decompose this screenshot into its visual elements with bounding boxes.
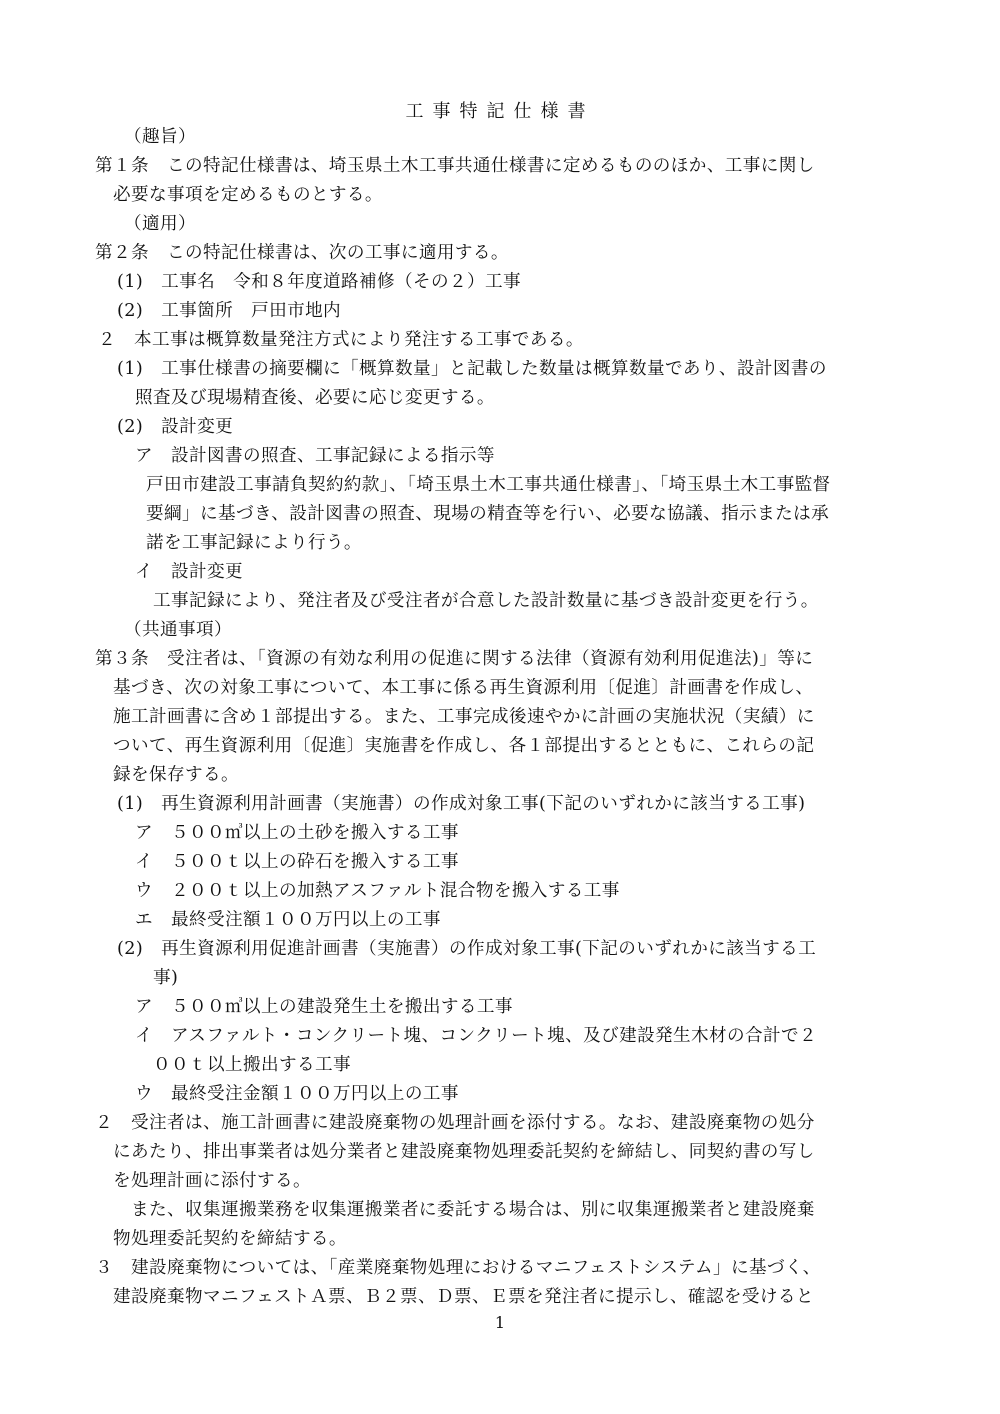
section-heading-scope: （適用） bbox=[124, 214, 196, 234]
page-number: 1 bbox=[494, 1313, 506, 1332]
sub-item-a-text-cont-2: 諾を工事記録により行う。 bbox=[146, 533, 362, 553]
article-2-text: 第２条 この特記仕様書は、次の工事に適用する。 bbox=[95, 243, 509, 263]
article-3-item-1-u: ウ ２００ｔ以上の加熱アスファルト混合物を搬入する工事 bbox=[135, 881, 620, 901]
article-3-item-2-i-cont: ００ｔ以上搬出する工事 bbox=[153, 1055, 351, 1075]
article-3-item-2-a: ア ５００㎥以上の建設発生土を搬出する工事 bbox=[135, 997, 513, 1017]
document-title: 工事特記仕様書 bbox=[405, 101, 595, 122]
article-3-item-2-u: ウ 最終受注金額１００万円以上の工事 bbox=[135, 1084, 459, 1104]
article-3-para-3-cont: 建設廃棄物マニフェストＡ票、Ｂ２票、Ｄ票、Ｅ票を発注者に提示し、確認を受けると bbox=[113, 1287, 814, 1307]
article-3-text-cont-1: 基づき、次の対象工事について、本工事に係る再生資源利用〔促進〕計画書を作成し、 bbox=[113, 678, 814, 698]
article-3-item-1-i: イ ５００ｔ以上の砕石を搬入する工事 bbox=[135, 852, 459, 872]
article-3-text-cont-4: 録を保存する。 bbox=[113, 765, 239, 785]
article-3-para-3: ３ 建設廃棄物については、「産業廃棄物処理におけるマニフェストシステム」に基づく、 bbox=[95, 1258, 821, 1278]
article-3-para-2-note-cont: 物処理委託契約を締結する。 bbox=[113, 1229, 347, 1249]
sub-item-i-text: 工事記録により、発注者及び受注者が合意した設計数量に基づき設計変更を行う。 bbox=[153, 591, 819, 611]
article-3-item-1: (1) 再生資源利用計画書（実施書）の作成対象工事(下記のいずれかに該当する工事) bbox=[117, 794, 806, 814]
article-3-item-1-e: エ 最終受注額１００万円以上の工事 bbox=[135, 910, 441, 930]
article-1-text: 第１条 この特記仕様書は、埼玉県土木工事共通仕様書に定めるもののほか、工事に関し bbox=[95, 156, 815, 176]
sub-item-a-text-cont-1: 要綱」に基づき、設計図書の照査、現場の精査等を行い、必要な協議、指示または承 bbox=[146, 504, 830, 524]
article-3-para-2: ２ 受注者は、施工計画書に建設廃棄物の処理計画を添付する。なお、建設廃棄物の処分 bbox=[95, 1113, 815, 1133]
sub-item-a-text: 戸田市建設工事請負契約約款」、「埼玉県土木工事共通仕様書」、「埼玉県土木工事監督 bbox=[146, 475, 831, 495]
article-3-item-2: (2) 再生資源利用促進計画書（実施書）の作成対象工事(下記のいずれかに該当する工 bbox=[117, 939, 817, 959]
article-3-item-2-i: イ アスファルト・コンクリート塊、コンクリート塊、及び建設発生木材の合計で２ bbox=[135, 1026, 818, 1046]
article-2-para-2-item-1: (1) 工事仕様書の摘要欄に「概算数量」と記載した数量は概算数量であり、設計図書の bbox=[117, 359, 827, 379]
article-1-text-cont: 必要な事項を定めるものとする。 bbox=[113, 185, 383, 205]
article-2-para-2: ２ 本工事は概算数量発注方式により発注する工事である。 bbox=[98, 330, 584, 350]
article-2-para-2-item-1-cont: 照査及び現場精査後、必要に応じ変更する。 bbox=[135, 388, 495, 408]
article-3-text: 第３条 受注者は、「資源の有効な利用の促進に関する法律（資源有効利用促進法)」等に bbox=[95, 649, 814, 669]
article-3-para-2-cont-1: にあたり、排出事業者は処分業者と建設廃棄物処理委託契約を締結し、同契約書の写し bbox=[113, 1142, 815, 1162]
article-2-item-2: (2) 工事箇所 戸田市地内 bbox=[117, 301, 342, 321]
article-2-item-1: (1) 工事名 令和８年度道路補修（その２）工事 bbox=[117, 272, 521, 292]
article-3-text-cont-3: ついて、再生資源利用〔促進〕実施書を作成し、各１部提出するとともに、これらの記 bbox=[113, 736, 815, 756]
article-3-para-2-note: また、収集運搬業務を収集運搬業者に委託する場合は、別に収集運搬業者と建設廃棄 bbox=[131, 1200, 815, 1220]
article-2-para-2-item-2: (2) 設計変更 bbox=[117, 417, 234, 437]
article-3-para-2-cont-2: を処理計画に添付する。 bbox=[113, 1171, 311, 1191]
section-heading-purpose: （趣旨） bbox=[124, 127, 196, 147]
article-3-item-2-cont: 事) bbox=[153, 968, 179, 988]
article-3-text-cont-2: 施工計画書に含め１部提出する。また、工事完成後速やかに計画の実施状況（実績）に bbox=[113, 707, 815, 727]
article-3-item-1-a: ア ５００㎥以上の土砂を搬入する工事 bbox=[135, 823, 459, 843]
sub-item-a-heading: ア 設計図書の照査、工事記録による指示等 bbox=[135, 446, 495, 466]
sub-item-i-heading: イ 設計変更 bbox=[135, 562, 243, 582]
section-heading-common: （共通事項） bbox=[124, 620, 232, 640]
